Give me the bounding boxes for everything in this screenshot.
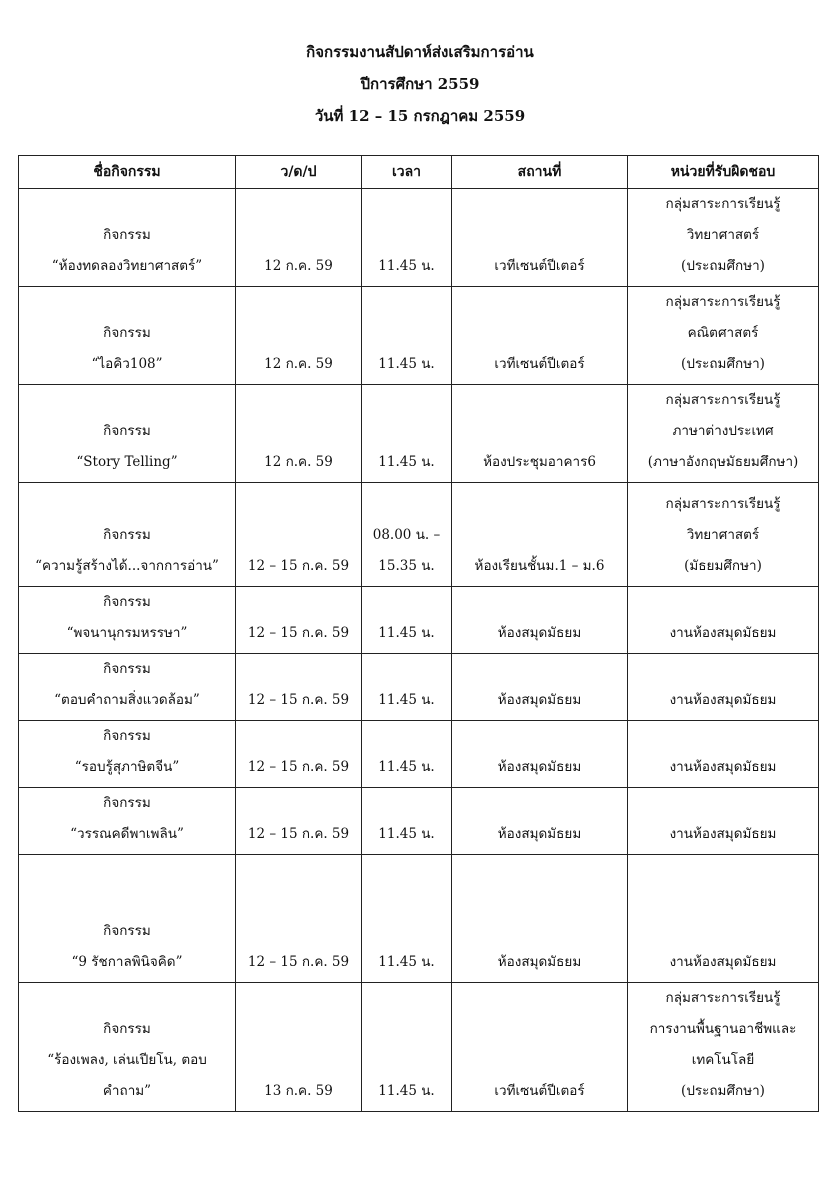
table-row (19, 287, 819, 385)
cell-text-line: เทคโนโลยี (691, 1052, 755, 1068)
activity-name-cell (19, 788, 236, 855)
table-row (19, 983, 819, 1112)
cell-text-line: 12 – 15 ก.ค. 59 (247, 826, 350, 842)
cell-text-line: 12 – 15 ก.ค. 59 (247, 558, 350, 574)
table-row (19, 385, 819, 483)
cell-text-line: กิจกรรม (103, 227, 151, 243)
responsible-unit-cell (628, 287, 819, 385)
cell-text-line: ห้องประชุมอาคาร6 (483, 454, 596, 470)
cell-text-line: กิจกรรม (103, 423, 151, 439)
date-cell (236, 587, 362, 654)
cell-text-line: คำถาม” (102, 1083, 152, 1099)
cell-text-line: กลุ่มสาระการเรียนรู้ (665, 392, 781, 408)
cell-text-line: งานห้องสมุดมัธยม (669, 692, 777, 708)
cell-text-line: กลุ่มสาระการเรียนรู้ (665, 196, 781, 212)
cell-text-line: “Story Telling” (76, 454, 178, 470)
place-cell (452, 385, 628, 483)
time-cell (362, 287, 452, 385)
cell-text-line: ภาษาต่างประเทศ (672, 423, 774, 439)
date-cell (236, 385, 362, 483)
cell-text-line: 13 ก.ค. 59 (264, 1083, 333, 1099)
cell-text-line: ห้องสมุดมัธยม (497, 759, 582, 775)
cell-text-line: 11.45 น. (378, 454, 435, 470)
cell-text-line: กิจกรรม (103, 923, 151, 939)
cell-text-line: 08.00 น. – (372, 527, 441, 543)
cell-text-line: กิจกรรม (103, 728, 151, 744)
responsible-unit-cell (628, 983, 819, 1112)
cell-text-line: กิจกรรม (103, 527, 151, 543)
cell-text-line: 12 – 15 ก.ค. 59 (247, 759, 350, 775)
cell-text-line: 11.45 น. (378, 625, 435, 641)
cell-text-line: ห้องสมุดมัธยม (497, 625, 582, 641)
cell-text-line: ห้องสมุดมัธยม (497, 692, 582, 708)
cell-text-line: วิทยาศาสตร์ (686, 527, 760, 543)
cell-text-line: “ตอบคำถามสิ่งแวดล้อม” (54, 692, 200, 708)
cell-text-line: 12 ก.ค. 59 (264, 258, 333, 274)
column-header-unit: หน่วยที่รับผิดชอบ (628, 156, 819, 189)
cell-text-line: “9 รัชกาลพินิจคิด” (71, 954, 183, 970)
time-cell (362, 483, 452, 587)
table-row (19, 587, 819, 654)
cell-text-line: “วรรณคดีพาเพลิน” (70, 826, 184, 842)
table-header-row (19, 156, 819, 189)
activity-name-cell (19, 983, 236, 1112)
table-row (19, 855, 819, 983)
cell-text-line: 12 ก.ค. 59 (264, 454, 333, 470)
cell-text-line: 11.45 น. (378, 1083, 435, 1099)
time-cell (362, 788, 452, 855)
table-row (19, 788, 819, 855)
cell-text-line: เวทีเซนต์ปีเตอร์ (494, 1083, 585, 1099)
event-dates: วันที่ 12 – 15 กรกฎาคม 2559 (314, 107, 526, 125)
responsible-unit-cell (628, 654, 819, 721)
cell-text-line: กลุ่มสาระการเรียนรู้ (665, 990, 781, 1006)
cell-text-line: “พจนานุกรมหรรษา” (66, 625, 188, 641)
table-row (19, 483, 819, 587)
column-header-time: เวลา (362, 156, 452, 189)
cell-text-line: งานห้องสมุดมัธยม (669, 826, 777, 842)
place-cell (452, 721, 628, 788)
responsible-unit-cell (628, 788, 819, 855)
cell-text-line: เวทีเซนต์ปีเตอร์ (494, 356, 585, 372)
cell-text-line: งานห้องสมุดมัธยม (669, 954, 777, 970)
date-cell (236, 855, 362, 983)
date-cell (236, 483, 362, 587)
place-cell (452, 587, 628, 654)
place-cell (452, 654, 628, 721)
responsible-unit-cell (628, 483, 819, 587)
cell-text-line: 11.45 น. (378, 692, 435, 708)
cell-text-line: (ประถมศึกษา) (681, 1083, 765, 1099)
cell-text-line: “ร้องเพลง, เล่นเปียโน, ตอบ (47, 1052, 207, 1068)
cell-text-line: 12 ก.ค. 59 (264, 356, 333, 372)
table-body (19, 189, 819, 1112)
responsible-unit-cell (628, 385, 819, 483)
cell-text-line: กิจกรรม (103, 1021, 151, 1037)
cell-text-line: ห้องเรียนชั้นม.1 – ม.6 (474, 558, 605, 574)
date-cell (236, 788, 362, 855)
column-header-date: ว/ด/ป (236, 156, 362, 189)
document-title: กิจกรรมงานสัปดาห์ส่งเสริมการอ่าน (306, 43, 534, 61)
time-cell (362, 385, 452, 483)
cell-text-line: 12 – 15 ก.ค. 59 (247, 692, 350, 708)
activity-name-cell (19, 189, 236, 287)
cell-text-line: “รอบรู้สุภาษิตจีน” (74, 759, 180, 775)
cell-text-line: กลุ่มสาระการเรียนรู้ (665, 294, 781, 310)
cell-text-line: 11.45 น. (378, 826, 435, 842)
responsible-unit-cell (628, 855, 819, 983)
cell-text-line: กิจกรรม (103, 325, 151, 341)
cell-text-line: การงานพื้นฐานอาชีพและ (649, 1021, 797, 1037)
time-cell (362, 721, 452, 788)
cell-text-line: กิจกรรม (103, 594, 151, 610)
date-cell (236, 287, 362, 385)
activity-name-cell (19, 855, 236, 983)
cell-text-line: “ความรู้สร้างได้...จากการอ่าน” (35, 558, 219, 574)
cell-text-line: 15.35 น. (378, 558, 435, 574)
date-cell (236, 721, 362, 788)
place-cell (452, 788, 628, 855)
cell-text-line: (ประถมศึกษา) (681, 258, 765, 274)
cell-text-line: กิจกรรม (103, 661, 151, 677)
responsible-unit-cell (628, 721, 819, 788)
activity-name-cell (19, 483, 236, 587)
cell-text-line: ห้องสมุดมัธยม (497, 826, 582, 842)
place-cell (452, 855, 628, 983)
place-cell (452, 189, 628, 287)
place-cell (452, 483, 628, 587)
cell-text-line: กลุ่มสาระการเรียนรู้ (665, 496, 781, 512)
cell-text-line: 11.45 น. (378, 258, 435, 274)
column-header-activity: ชื่อกิจกรรม (19, 156, 236, 189)
cell-text-line: ห้องสมุดมัธยม (497, 954, 582, 970)
cell-text-line: 11.45 น. (378, 954, 435, 970)
date-cell (236, 983, 362, 1112)
place-cell (452, 287, 628, 385)
time-cell (362, 587, 452, 654)
cell-text-line: กิจกรรม (103, 795, 151, 811)
cell-text-line: “ห้องทดลองวิทยาศาสตร์” (51, 258, 203, 274)
time-cell (362, 855, 452, 983)
cell-text-line: 12 – 15 ก.ค. 59 (247, 954, 350, 970)
responsible-unit-cell (628, 587, 819, 654)
cell-text-line: เวทีเซนต์ปีเตอร์ (494, 258, 585, 274)
activity-name-cell (19, 385, 236, 483)
cell-text-line: (ภาษาอังกฤษมัธยมศึกษา) (647, 454, 799, 470)
cell-text-line: งานห้องสมุดมัธยม (669, 759, 777, 775)
date-cell (236, 189, 362, 287)
table-row (19, 654, 819, 721)
activity-name-cell (19, 287, 236, 385)
cell-text-line: (ประถมศึกษา) (681, 356, 765, 372)
activity-name-cell (19, 587, 236, 654)
cell-text-line: งานห้องสมุดมัธยม (669, 625, 777, 641)
time-cell (362, 983, 452, 1112)
time-cell (362, 189, 452, 287)
place-cell (452, 983, 628, 1112)
time-cell (362, 654, 452, 721)
cell-text-line: (มัธยมศึกษา) (684, 558, 762, 574)
cell-text-line: คณิตศาสตร์ (687, 325, 759, 341)
activity-name-cell (19, 721, 236, 788)
table-row (19, 189, 819, 287)
date-cell (236, 654, 362, 721)
cell-text-line: 11.45 น. (378, 759, 435, 775)
column-header-place: สถานที่ (452, 156, 628, 189)
document-header (0, 36, 840, 132)
responsible-unit-cell (628, 189, 819, 287)
cell-text-line: “ไอคิว108” (91, 356, 163, 372)
cell-text-line: วิทยาศาสตร์ (686, 227, 760, 243)
academic-year: ปีการศึกษา 2559 (360, 75, 480, 93)
cell-text-line: 12 – 15 ก.ค. 59 (247, 625, 350, 641)
activity-name-cell (19, 654, 236, 721)
cell-text-line: 11.45 น. (378, 356, 435, 372)
activity-schedule-table (18, 155, 819, 1112)
table-row (19, 721, 819, 788)
